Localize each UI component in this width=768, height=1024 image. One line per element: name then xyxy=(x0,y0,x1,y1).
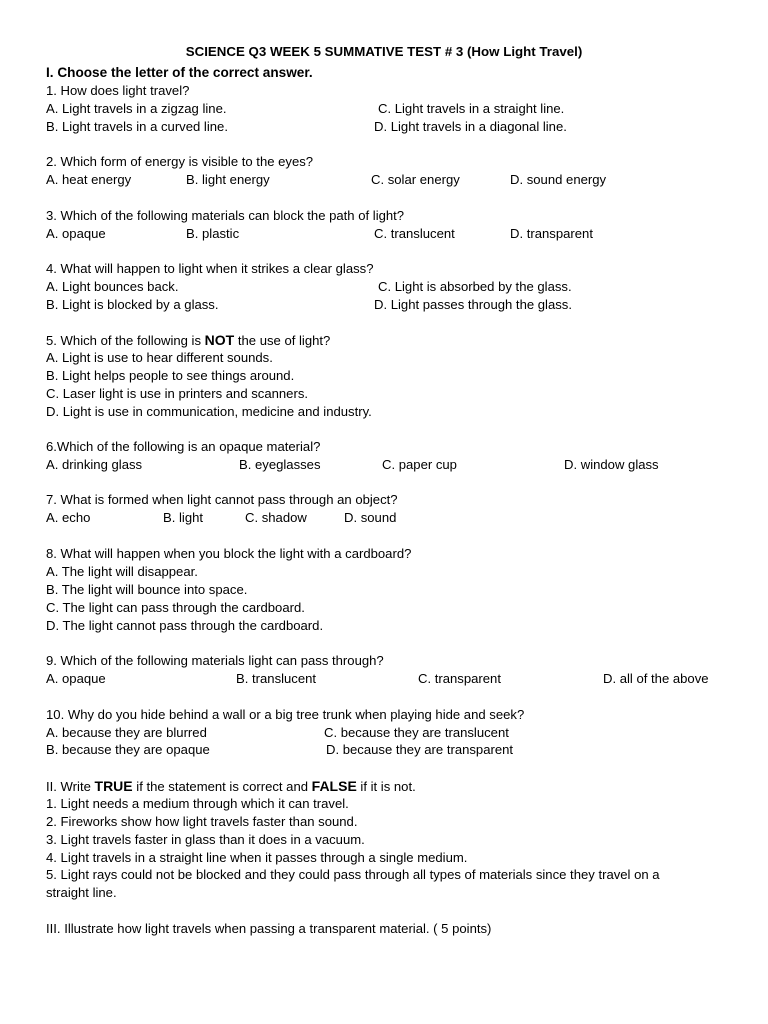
question-5-text: 5. Which of the following is xyxy=(46,333,205,348)
q2-choice-c: C. solar energy xyxy=(371,172,460,187)
q2-choice-b: B. light energy xyxy=(186,172,270,187)
question-4: 4. What will happen to light when it strikes a clear glass? xyxy=(46,261,374,276)
q7-choice-c: C. shadow xyxy=(245,510,307,525)
q5-choice-d: D. Light is use in communication, medicine and industry. xyxy=(46,404,372,419)
q7-choice-d: D. sound xyxy=(344,510,397,525)
q3-choice-c: C. translucent xyxy=(374,226,455,241)
part2-instruction-middle: if the statement is correct and xyxy=(132,779,312,794)
question-5-emphasis: NOT xyxy=(204,332,235,348)
part2-instruction xyxy=(46,777,416,796)
question-7: 7. What is formed when light cannot pass through an object? xyxy=(46,492,398,507)
q6-choice-d: D. window glass xyxy=(564,457,659,472)
q9-choice-c: C. transparent xyxy=(418,671,501,686)
q7-choice-b: B. light xyxy=(163,510,204,525)
question-10: 10. Why do you hide behind a wall or a big tree trunk when playing hide and seek? xyxy=(46,707,525,722)
part2-item-5-continued: straight line. xyxy=(46,885,117,900)
q4-choice-c: C. Light is absorbed by the glass. xyxy=(378,279,572,294)
q8-choice-a: A. The light will disappear. xyxy=(46,564,198,579)
part2-item-2: 2. Fireworks show how light travels faster than sound. xyxy=(46,814,358,829)
q4-choice-b: B. Light is blocked by a glass. xyxy=(46,297,219,312)
q1-choice-d: D. Light travels in a diagonal line. xyxy=(374,119,567,134)
part2-instruction-end: if it is not. xyxy=(356,779,416,794)
part2-item-4: 4. Light travels in a straight line when it passes through a single medium. xyxy=(46,850,468,865)
question-5 xyxy=(46,331,330,350)
question-2: 2. Which form of energy is visible to the eyes? xyxy=(46,154,314,169)
part2-item-5: 5. Light rays could not be blocked and they could pass through all types of materials since they travel on a xyxy=(46,867,660,882)
q9-choice-d: D. all of the above xyxy=(603,671,709,686)
q2-choice-d: D. sound energy xyxy=(510,172,607,187)
q2-choice-a: A. heat energy xyxy=(46,172,132,187)
q7-choice-a: A. echo xyxy=(46,510,91,525)
q8-choice-c: C. The light can pass through the cardboard. xyxy=(46,600,305,615)
q9-choice-a: A. opaque xyxy=(46,671,106,686)
q1-choice-b: B. Light travels in a curved line. xyxy=(46,119,228,134)
q3-choice-a: A. opaque xyxy=(46,226,106,241)
part3-instruction: III. Illustrate how light travels when passing a transparent material. ( 5 points) xyxy=(46,921,492,936)
q5-choice-c: C. Laser light is use in printers and scanners. xyxy=(46,386,309,401)
question-3: 3. Which of the following materials can block the path of light? xyxy=(46,208,405,223)
q6-choice-c: C. paper cup xyxy=(382,457,457,472)
q10-choice-c: C. because they are translucent xyxy=(324,725,509,740)
q1-choice-a: A. Light travels in a zigzag line. xyxy=(46,101,227,116)
part2-item-1: 1. Light needs a medium through which it can travel. xyxy=(46,796,349,811)
question-9: 9. Which of the following materials light can pass through? xyxy=(46,653,384,668)
q10-choice-d: D. because they are transparent xyxy=(326,742,514,757)
q10-choice-a: A. because they are blurred xyxy=(46,725,207,740)
question-5-text-end: the use of light? xyxy=(234,333,331,348)
q5-choice-b: B. Light helps people to see things around. xyxy=(46,368,295,383)
q6-choice-a: A. drinking glass xyxy=(46,457,143,472)
q4-choice-a: A. Light bounces back. xyxy=(46,279,179,294)
q10-choice-b: B. because they are opaque xyxy=(46,742,210,757)
q8-choice-d: D. The light cannot pass through the cardboard. xyxy=(46,618,324,633)
q3-choice-b: B. plastic xyxy=(186,226,240,241)
q9-choice-b: B. translucent xyxy=(236,671,317,686)
q4-choice-d: D. Light passes through the glass. xyxy=(374,297,572,312)
q5-choice-a: A. Light is use to hear different sounds. xyxy=(46,350,273,365)
part2-item-3: 3. Light travels faster in glass than it does in a vacuum. xyxy=(46,832,365,847)
question-1: 1. How does light travel? xyxy=(46,83,190,98)
part2-true-keyword: TRUE xyxy=(94,778,133,794)
part1-heading: I. Choose the letter of the correct answer. xyxy=(46,65,313,80)
question-8: 8. What will happen when you block the light with a cardboard? xyxy=(46,546,412,561)
part2-instruction-text: II. Write xyxy=(46,779,95,794)
question-6: 6.Which of the following is an opaque material? xyxy=(46,439,321,454)
q6-choice-b: B. eyeglasses xyxy=(239,457,321,472)
q8-choice-b: B. The light will bounce into space. xyxy=(46,582,248,597)
part2-false-keyword: FALSE xyxy=(311,778,357,794)
page-title: SCIENCE Q3 WEEK 5 SUMMATIVE TEST # 3 (How Light Travel) xyxy=(185,44,583,59)
q1-choice-c: C. Light travels in a straight line. xyxy=(378,101,565,116)
q3-choice-d: D. transparent xyxy=(510,226,593,241)
